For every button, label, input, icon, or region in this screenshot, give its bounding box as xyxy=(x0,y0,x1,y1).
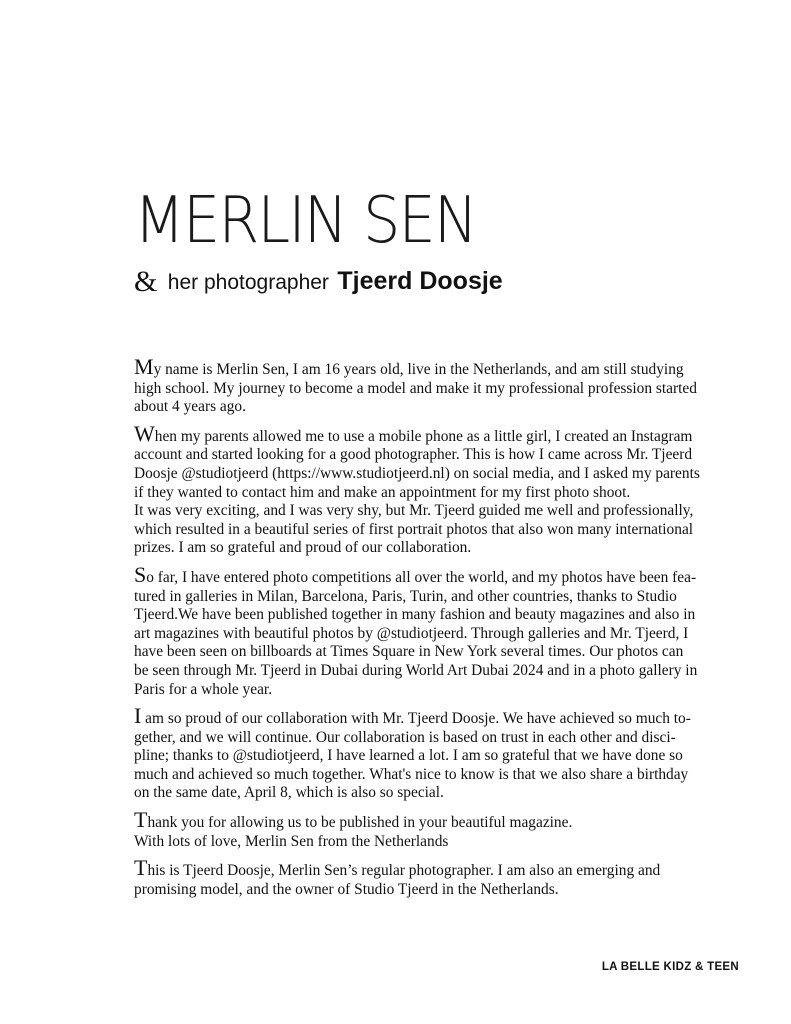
paragraph-achievements xyxy=(134,561,734,699)
drop-cap: T xyxy=(134,807,148,833)
paragraph-line: tured in galleries in Milan, Barcelona, Paris, Turin, and other countries, thanks to Studio xyxy=(134,587,677,605)
paragraph-line: prizes. I am so grateful and proud of our collaboration. xyxy=(134,539,472,557)
paragraph-line: about 4 years ago. xyxy=(134,398,246,416)
paragraph-line: be seen through Mr. Tjeerd in Dubai during World Art Dubai 2024 and in a photo gallery in xyxy=(134,661,698,679)
paragraph-line: gether, and we will continue. Our collaboration is based on trust in each other and disci- xyxy=(134,728,676,746)
page-subtitle xyxy=(134,263,503,303)
article-body xyxy=(134,354,734,907)
paragraph-line: With lots of love, Merlin Sen from the Netherlands xyxy=(134,832,449,850)
paragraph-line: This is Tjeerd Doosje, Merlin Sen’s regular photographer. I am also an emerging and xyxy=(134,855,661,881)
paragraph-line: which resulted in a beautiful series of first portrait photos that also won many international xyxy=(134,520,694,538)
paragraph-line: high school. My journey to become a model and make it my professional profession started xyxy=(134,379,697,397)
paragraph-line: When my parents allowed me to use a mobile phone as a little girl, I created an Instagram xyxy=(134,420,693,446)
photographer-name: Tjeerd Doosje xyxy=(337,267,503,295)
paragraph-intro xyxy=(134,354,734,417)
paragraph-line: art magazines with beautiful photos by @studiotjeerd. Through galleries and Mr. Tjeerd, I xyxy=(134,624,689,642)
paragraph-thanks xyxy=(134,807,734,851)
paragraph-collaboration xyxy=(134,703,734,803)
paragraph-photographer xyxy=(134,855,734,899)
paragraph-beginnings xyxy=(134,420,734,558)
paragraph-line: if they wanted to contact him and make an appointment for my first photo shoot. xyxy=(134,483,631,501)
publication-name: LA BELLE KIDZ & TEEN xyxy=(601,961,739,973)
paragraph-line: It was very exciting, and I was very shy, but Mr. Tjeerd guided me well and professionally, xyxy=(134,502,694,520)
paragraph-line: on the same date, April 8, which is also so special. xyxy=(134,784,444,802)
page-title: MERLIN SEN xyxy=(134,184,477,258)
paragraph-line: Paris for a whole year. xyxy=(134,680,273,698)
paragraph-line: Doosje @studiotjeerd (https://www.studiotjeerd.nl) on social media, and I asked my parents xyxy=(134,464,700,482)
paragraph-line: Tjeerd.We have been published together in many fashion and beauty magazines and also in xyxy=(134,606,696,624)
drop-cap: M xyxy=(134,354,154,379)
paragraph-line: So far, I have entered photo competitions all over the world, and my photos have been fea- xyxy=(134,561,697,587)
paragraph-line: promising model, and the owner of Studio Tjeerd in the Netherlands. xyxy=(134,880,559,898)
drop-cap: T xyxy=(134,855,148,881)
subtitle-ampersand: & xyxy=(134,265,158,298)
drop-cap: W xyxy=(134,420,155,446)
paragraph-line: account and started looking for a good photographer. This is how I came across Mr. Tjeerd xyxy=(134,446,693,464)
paragraph-line: much and achieved so much together. What's nice to know is that we also share a birthday xyxy=(134,765,689,783)
subtitle-text: her photographer xyxy=(167,271,329,294)
paragraph-line: Thank you for allowing us to be published in your beautiful magazine. xyxy=(134,807,573,833)
paragraph-line: have been seen on billboards at Times Square in New York several times. Our photos can xyxy=(134,643,684,661)
paragraph-line: pline; thanks to @studiotjeerd, I have learned a lot. I am so grateful that we have done so xyxy=(134,747,683,765)
drop-cap: S xyxy=(134,561,147,587)
drop-cap: I xyxy=(134,703,142,729)
paragraph-line: I am so proud of our collaboration with Mr. Tjeerd Doosje. We have achieved so much to- xyxy=(134,703,691,729)
paragraph-line: My name is Merlin Sen, I am 16 years old, live in the Netherlands, and am still studying xyxy=(134,354,684,379)
